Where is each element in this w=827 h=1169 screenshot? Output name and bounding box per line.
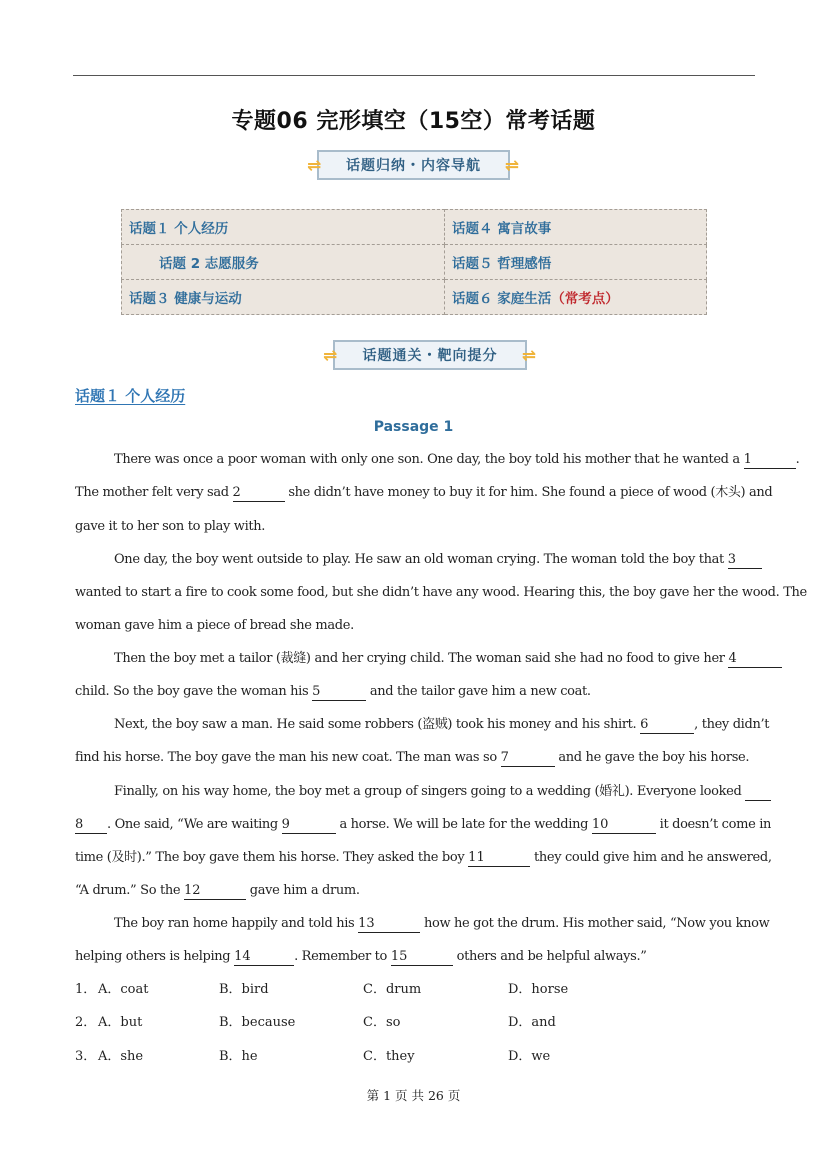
blank[interactable]: 8 [75,817,107,834]
blank[interactable]: 7 [501,750,555,767]
topic-item[interactable]: 话题３ 健康与运动 [122,280,445,315]
blank[interactable]: 14 [234,949,294,966]
topic-table [121,209,707,315]
option-a[interactable]: A．but [98,1015,143,1030]
option-d[interactable]: D．and [508,1015,556,1030]
topic-item[interactable]: 话题５ 哲理感悟 [445,245,707,280]
topic-item[interactable]: 话题 2 志愿服务 [122,245,445,280]
option-d[interactable]: D．horse [508,982,569,997]
option-b[interactable]: B．because [219,1015,296,1030]
blank[interactable]: 15 [391,949,453,966]
practice-banner [323,340,537,370]
question-number: 3． [75,1049,97,1064]
passage-line: gave it to her son to play with. [75,519,266,534]
passage-line: woman gave him a piece of bread she made. [75,618,354,633]
blank[interactable]: 12 [184,883,246,900]
passage-line: wanted to start a fire to cook some food, but she didn’t have any wood. Hearing this, the boy gave her the wood. The [75,585,807,600]
blank[interactable]: 13 [358,916,420,933]
passage-line: time (及时).” The boy gave them his horse. They asked the boy 11 they could give him and he answered, [75,850,772,865]
blank[interactable]: 5 [312,684,366,701]
blank-start [745,784,771,801]
blank[interactable]: 3 [728,552,762,569]
topic-item[interactable]: 话题４ 寓言故事 [445,210,707,245]
option-b[interactable]: B．he [219,1049,258,1064]
topic-item[interactable] [445,280,707,315]
topic-item[interactable]: 话题１ 个人经历 [122,210,445,245]
equals-deco-icon: ⇌ [504,156,520,176]
page-footer: 第 1 页 共 26 页 [366,1088,461,1103]
option-c[interactable]: C．they [363,1049,415,1064]
passage-line: 8 . One said, “We are waiting 9 a horse. We will be late for the wedding 10 it doesn’t come in [75,817,772,832]
blank[interactable]: 6 [640,717,694,734]
passage-line: find his horse. The boy gave the man his new coat. The man was so 7 and he gave the boy his horse. [75,750,750,765]
passage-line: helping others is helping 14 . Remember to 15 others and be helpful always.” [75,949,647,964]
question-number: 1． [75,982,97,997]
passage-line: child. So the boy gave the woman his 5 and the tailor gave him a new coat. [75,684,591,699]
passage-line: One day, the boy went outside to play. He saw an old woman crying. The woman told the boy that 3 [114,550,751,570]
frequent-tag: （常考点） [551,291,619,307]
option-a[interactable]: A．she [98,1049,144,1064]
blank[interactable]: 4 [728,651,782,668]
passage-title: Passage 1 [373,419,454,435]
passage-line: The mother felt very sad 2 she didn’t have money to buy it for him. She found a piece of wood (木头) and [75,485,773,500]
blank[interactable]: 11 [468,850,530,867]
passage-line: Next, the boy saw a man. He said some robbers (盗贼) took his money and his shirt. 6 , they didn’t [114,717,770,732]
option-a[interactable]: A．coat [98,982,149,997]
banner-label: 话题通关・靶向提分 [362,348,498,364]
equals-deco-icon: ⇌ [521,346,537,366]
banner-label: 话题归纳・内容导航 [346,158,481,174]
passage-line: The boy ran home happily and told his 13 how he got the drum. His mother said, “Now you know [114,916,770,931]
passage-line: Then the boy met a tailor (裁缝) and her crying child. The woman said she had no food to give her 4 [114,649,751,669]
passage-line: “A drum.” So the 12 gave him a drum. [75,883,360,898]
navigation-banner [307,150,520,180]
option-c[interactable]: C．so [363,1015,401,1030]
option-d[interactable]: D．we [508,1049,551,1064]
section-heading: 话题１ 个人经历 [75,387,186,405]
blank[interactable]: 2 [233,485,285,502]
option-b[interactable]: B．bird [219,982,269,997]
question-number: 2． [75,1015,97,1030]
equals-deco-icon: ⇌ [307,156,323,176]
topic-label: 话题６ 家庭生活 [452,291,552,307]
equals-deco-icon: ⇌ [323,346,339,366]
option-c[interactable]: C．drum [363,982,422,997]
passage-line: Finally, on his way home, the boy met a group of singers going to a wedding (婚礼). Everyone looked [114,782,751,802]
top-rule [73,75,755,76]
blank[interactable]: 9 [282,817,336,834]
blank[interactable]: 1 [744,452,796,469]
passage-line: There was once a poor woman with only one son. One day, the boy told his mother that he wanted a 1 . [114,452,800,467]
page-title: 专题06 完形填空（15空）常考话题 [231,109,596,134]
blank[interactable]: 10 [592,817,656,834]
